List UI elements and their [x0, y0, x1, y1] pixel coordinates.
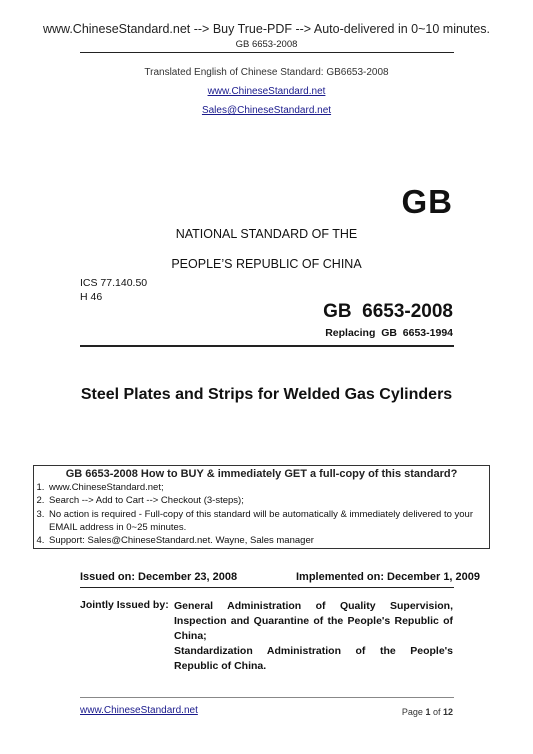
buy-step: 4. Support: Sales@ChineseStandard.net. Wayne, Sales manager	[47, 534, 489, 547]
standard-number: GB 6653-2008	[323, 301, 453, 322]
site-link-text[interactable]: www.ChineseStandard.net	[207, 86, 326, 97]
buy-step: 1. www.ChineseStandard.net;	[47, 481, 489, 494]
email-link[interactable]	[0, 105, 533, 116]
dates-divider	[80, 587, 454, 588]
national-standard-line-2: PEOPLE’S REPUBLIC OF CHINA	[171, 257, 362, 271]
page-total: 12	[442, 707, 453, 717]
buy-step: 3. No action is required - Full-copy of this standard will be automatically & immediately delivered to your EMAIL address in 0~25 minutes.	[47, 508, 489, 535]
issuer-item: General Administration of Quality Supervision, Inspection and Quarantine of the People's Republic of China;	[174, 600, 453, 642]
title-divider	[80, 345, 454, 347]
buy-instructions-box	[33, 465, 490, 549]
translated-note: Translated English of Chinese Standard: GB6653-2008	[144, 67, 389, 78]
issuers-list	[174, 599, 453, 674]
buy-box-heading: GB 6653-2008 How to BUY & immediately GET a full-copy of this standard?	[65, 468, 458, 480]
jointly-issued-label: Jointly Issued by:	[80, 599, 169, 611]
footer-site-link[interactable]	[80, 705, 198, 716]
header-divider	[80, 52, 454, 53]
page-current: 1	[425, 707, 431, 717]
replacing-note: Replacing GB 6653-1994	[325, 327, 453, 339]
gb-logo: GB	[401, 183, 453, 220]
footer-site-link-text[interactable]: www.ChineseStandard.net	[80, 705, 198, 716]
standard-title: Steel Plates and Strips for Welded Gas Cylinders	[80, 386, 453, 403]
issuer-item: Standardization Administration of the People's Republic of China.	[174, 645, 453, 672]
ics-code: ICS 77.140.50	[80, 277, 148, 289]
implemented-date: Implemented on: December 1, 2009	[296, 571, 481, 583]
issued-date: Issued on: December 23, 2008	[80, 571, 238, 583]
footer-divider	[80, 697, 454, 698]
buy-steps-list	[34, 481, 489, 547]
buy-step: 2. Search --> Add to Cart --> Checkout (3-steps);	[47, 494, 489, 507]
national-standard-line-1: NATIONAL STANDARD OF THE	[175, 227, 358, 241]
email-link-text[interactable]: Sales@ChineseStandard.net	[201, 105, 332, 116]
header-doc-id: GB 6653-2008	[235, 39, 298, 50]
top-banner: www.ChineseStandard.net --> Buy True-PDF --> Auto-delivered in 0~10 minutes.	[42, 22, 491, 36]
page-prefix: Page	[401, 707, 426, 717]
page-indicator	[402, 707, 453, 717]
page-of: of	[430, 707, 443, 717]
site-link[interactable]	[0, 86, 533, 97]
h-code: H 46	[80, 291, 103, 303]
